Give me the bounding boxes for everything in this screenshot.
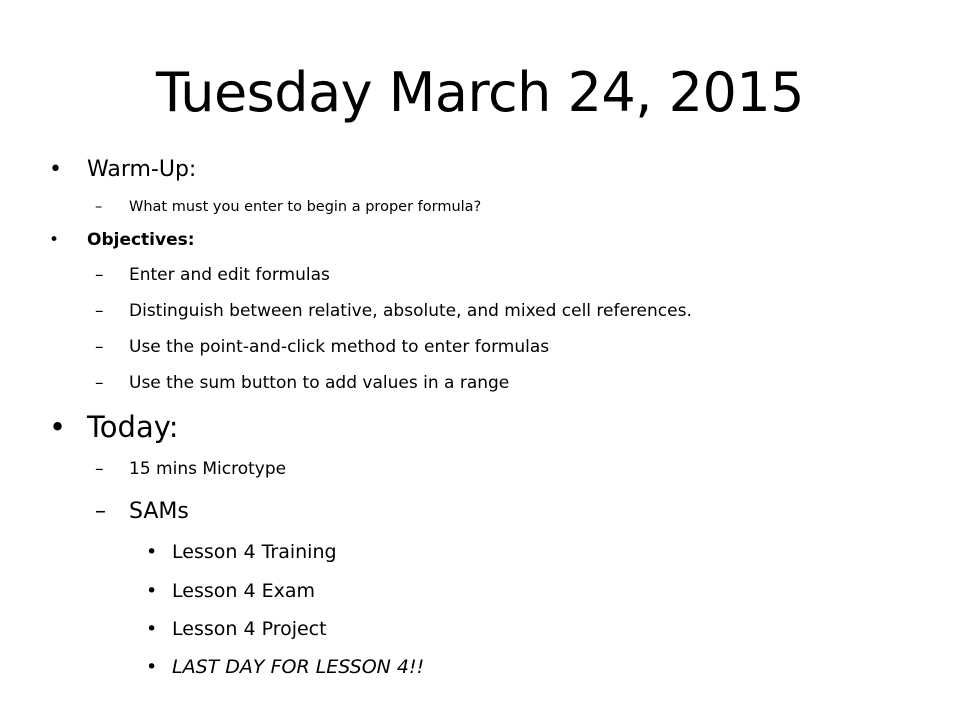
today-sams-item [95,499,189,525]
bullet-today [49,410,179,444]
warmup-question-item [95,198,482,216]
bullet-dot-icon: • [146,618,158,640]
objective-text: Use the sum button to add values in a range [129,373,510,393]
bullet-dash-icon: – [95,459,104,479]
today-microtype: 15 mins Microtype [129,459,287,479]
sams-item [146,579,315,603]
sams-item [146,617,327,641]
objectives-label: Objectives: [87,230,195,250]
bullet-dot-icon: • [49,157,62,182]
bullet-dash-icon: – [95,301,104,321]
bullet-dash-icon: – [95,499,106,524]
bullet-dot-icon: • [49,230,60,250]
objective-text: Enter and edit formulas [129,265,330,285]
bullet-dot-icon: • [49,410,67,444]
sams-label: SAMs [129,499,189,524]
objective-item [95,372,510,394]
objective-item [95,336,550,358]
objective-text: Use the point-and-click method to enter formulas [129,337,550,357]
warmup-label: Warm-Up: [87,157,197,182]
objective-item [95,264,330,286]
sams-item-highlight [146,655,425,679]
warmup-question: What must you enter to begin a proper formula? [129,199,482,215]
sams-item-text: Lesson 4 Training [172,541,337,563]
bullet-dash-icon: – [95,337,104,357]
bullet-dash-icon: – [95,373,104,393]
objective-item [95,300,692,322]
today-microtype-item [95,458,287,480]
slide-title: Tuesday March 24, 2015 [155,61,805,124]
bullet-warmup [49,157,197,183]
sams-item-text: Lesson 4 Project [172,618,327,640]
sams-item-text: Lesson 4 Exam [172,580,315,602]
bullet-dot-icon: • [146,580,158,602]
sams-item [146,540,337,564]
sams-item-text: LAST DAY FOR LESSON 4!! [172,656,425,678]
today-label: Today: [87,410,179,444]
bullet-dot-icon: • [146,541,158,563]
bullet-dash-icon: – [95,265,104,285]
bullet-objectives [49,229,195,251]
objective-text: Distinguish between relative, absolute, and mixed cell references. [129,301,692,321]
bullet-dash-icon: – [95,199,103,215]
bullet-dot-icon: • [146,656,158,678]
